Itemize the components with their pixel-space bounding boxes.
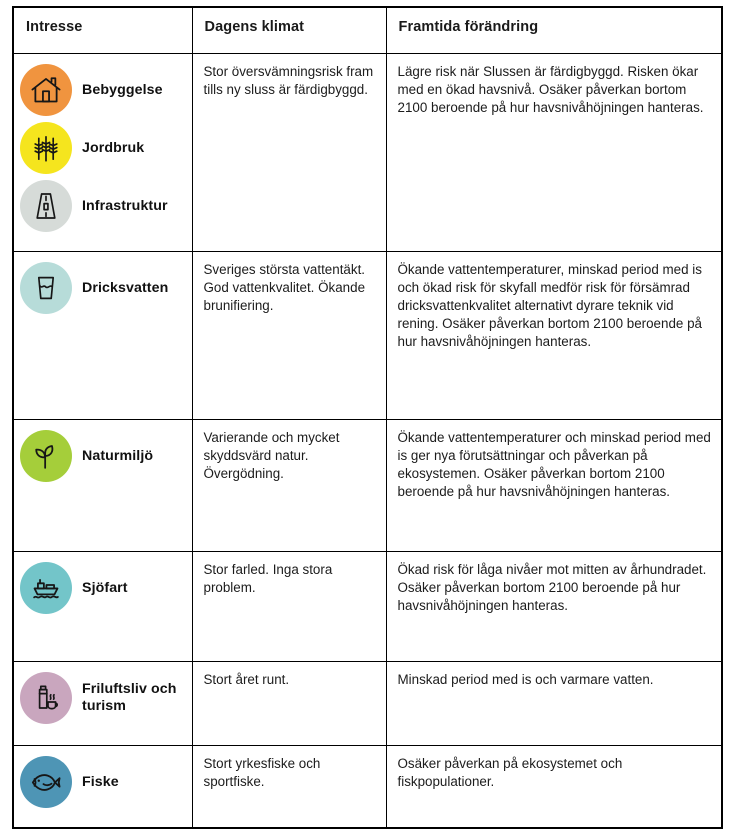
table-row bbox=[13, 746, 722, 829]
today-climate-cell-friluftsliv bbox=[192, 662, 386, 746]
sprout-icon bbox=[20, 430, 72, 482]
ship-icon bbox=[20, 562, 72, 614]
fish-icon bbox=[20, 756, 72, 808]
interest-label: Infrastruktur bbox=[82, 197, 168, 214]
future-change-cell-bebyggelse bbox=[386, 54, 722, 252]
water-glass-icon bbox=[20, 262, 72, 314]
today-climate-text: Stor översvämningsrisk fram tills ny sluss är färdigbyggd. bbox=[203, 64, 374, 97]
interest-climate-table bbox=[12, 6, 723, 829]
future-change-cell-dricksvatten bbox=[386, 252, 722, 420]
interest-label: Dricksvatten bbox=[82, 279, 169, 296]
interest-item bbox=[20, 62, 186, 118]
interest-cell-friluftsliv bbox=[13, 662, 192, 746]
column-header-today: Dagens klimat bbox=[192, 7, 386, 54]
wheat-icon bbox=[20, 122, 72, 174]
interest-cell-naturmiljo bbox=[13, 420, 192, 552]
future-change-text: Lägre risk när Slussen är färdigbyggd. Risken ökar med en ökad havsnivå. Osäker påverkan bortom 2100 beroende på hur havsnivåhöjningen hanteras. bbox=[397, 64, 704, 115]
future-change-cell-friluftsliv bbox=[386, 662, 722, 746]
table-header-row bbox=[13, 7, 722, 54]
interest-item bbox=[20, 560, 186, 616]
interest-item bbox=[20, 178, 186, 234]
today-climate-cell-sjofart bbox=[192, 552, 386, 662]
table-row bbox=[13, 252, 722, 420]
interest-label: Fiske bbox=[82, 773, 119, 790]
today-climate-cell-naturmiljo bbox=[192, 420, 386, 552]
future-change-text: Osäker påverkan på ekosystemet och fiskpopulationer. bbox=[397, 756, 623, 789]
today-climate-cell-dricksvatten bbox=[192, 252, 386, 420]
interest-item bbox=[20, 120, 186, 176]
table-header bbox=[13, 7, 722, 54]
interest-item bbox=[20, 754, 186, 810]
interest-label: Naturmiljö bbox=[82, 447, 154, 464]
table-body bbox=[13, 54, 722, 829]
future-change-text: Ökande vattentemperaturer och minskad period med is ger nya förutsättningar och påverkan på ekosystemen. Osäker påverkan bortom 2100 beroende på hur havsnivåhöjningen hanteras. bbox=[397, 430, 711, 499]
road-icon bbox=[20, 180, 72, 232]
today-climate-cell-bebyggelse bbox=[192, 54, 386, 252]
thermos-cup-icon bbox=[20, 672, 72, 724]
future-change-text: Ökande vattentemperaturer, minskad period med is och ökad risk för skyfall medför risk för försämrad dricksvattenkvalitet alternativt dyrare teknik vid rening. Osäker påverkan bortom 2100 beroende på hur havsnivåhöjningen hanteras. bbox=[397, 262, 702, 349]
interest-item bbox=[20, 260, 186, 316]
interest-cell-bebyggelse bbox=[13, 54, 192, 252]
table-row bbox=[13, 552, 722, 662]
interest-list bbox=[20, 428, 186, 484]
today-climate-text: Stor farled. Inga stora problem. bbox=[203, 562, 333, 595]
today-climate-text: Stort året runt. bbox=[203, 672, 290, 687]
interest-item bbox=[20, 670, 186, 726]
interest-list bbox=[20, 260, 186, 316]
interest-cell-dricksvatten bbox=[13, 252, 192, 420]
future-change-cell-fiske bbox=[386, 746, 722, 829]
table-row bbox=[13, 420, 722, 552]
today-climate-text: Sveriges största vattentäkt. God vattenkvalitet. Ökande brunifiering. bbox=[203, 262, 366, 313]
table-row bbox=[13, 54, 722, 252]
interest-label: Friluftsliv och turism bbox=[82, 681, 177, 714]
interest-list bbox=[20, 560, 186, 616]
today-climate-text: Varierande och mycket skyddsvärd natur. Övergödning. bbox=[203, 430, 340, 481]
future-change-cell-sjofart bbox=[386, 552, 722, 662]
interest-cell-fiske bbox=[13, 746, 192, 829]
future-change-cell-naturmiljo bbox=[386, 420, 722, 552]
interest-list bbox=[20, 62, 186, 234]
interest-item bbox=[20, 428, 186, 484]
column-header-future: Framtida förändring bbox=[386, 7, 722, 54]
today-climate-cell-fiske bbox=[192, 746, 386, 829]
interest-cell-sjofart bbox=[13, 552, 192, 662]
interest-list bbox=[20, 754, 186, 810]
future-change-text: Minskad period med is och varmare vatten. bbox=[397, 672, 654, 687]
interest-list bbox=[20, 670, 186, 726]
column-header-interest: Intresse bbox=[13, 7, 192, 54]
interest-label: Jordbruk bbox=[82, 139, 145, 156]
interest-label: Bebyggelse bbox=[82, 81, 163, 98]
today-climate-text: Stort yrkesfiske och sportfiske. bbox=[203, 756, 321, 789]
table-row bbox=[13, 662, 722, 746]
interest-label: Sjöfart bbox=[82, 579, 128, 596]
future-change-text: Ökad risk för låga nivåer mot mitten av århundradet. Osäker påverkan bortom 2100 beroende på hur havsnivåhöjningen hanteras. bbox=[397, 562, 707, 613]
house-icon bbox=[20, 64, 72, 116]
